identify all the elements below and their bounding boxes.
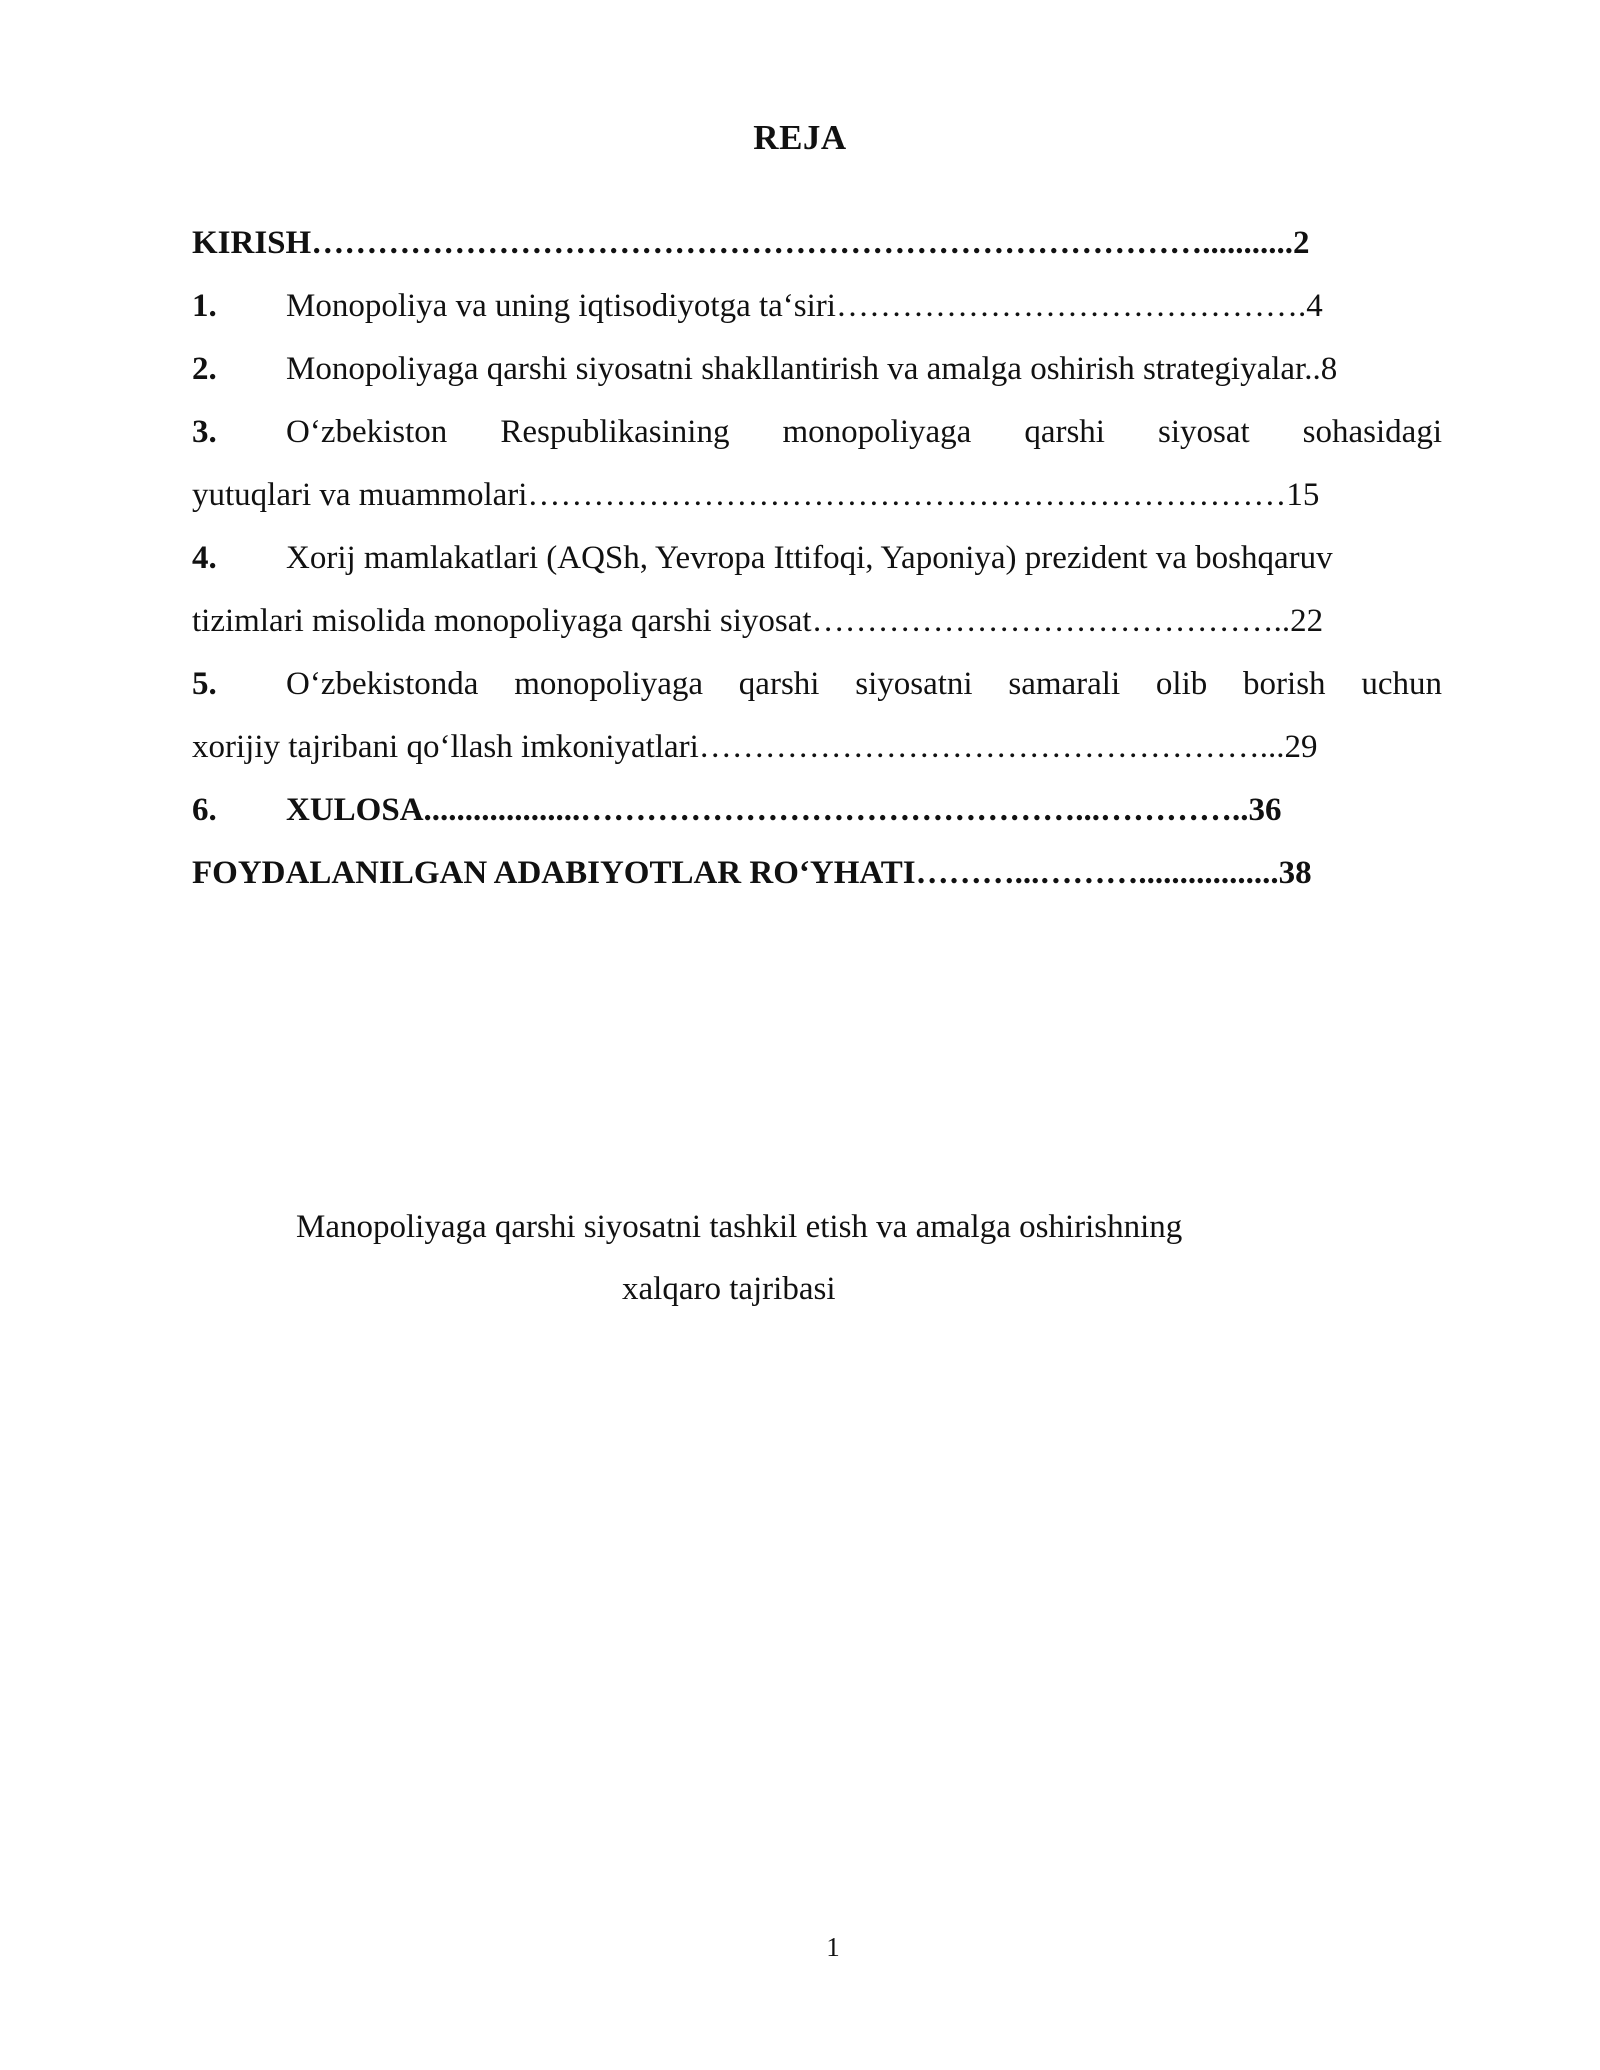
toc-entry-references: FOYDALANILGAN ADABIYOTLAR RO‘YHATI………...……….................38 <box>192 855 1312 891</box>
toc-entry-5-line-1 <box>192 653 1442 716</box>
toc-entry-number: 1. <box>192 288 217 324</box>
toc-entry-text: Monopoliyaga qarshi siyosatni shakllantirish va amalga oshirish strategiyalar..8 <box>286 351 1338 387</box>
subtitle-line-1: Manopoliyaga qarshi siyosatni tashkil etish va amalga oshirishning <box>296 1209 1183 1245</box>
toc-entry-number: 2. <box>192 351 217 387</box>
toc-entry-text: O‘zbekiston Respublikasining monopoliyaga qarshi siyosat sohasidagi <box>286 414 1442 450</box>
toc-entry-3-line-1 <box>192 401 1442 464</box>
table-of-contents <box>192 212 1442 905</box>
toc-entry-1 <box>192 275 1442 338</box>
toc-entry-4-line-1 <box>192 527 1442 590</box>
toc-entry-text: Monopoliya va uning iqtisodiyotga ta‘siri…………………………………….4 <box>286 288 1323 324</box>
toc-entry-4-line-2: tizimlari misolida monopoliyaga qarshi siyosat……………………………………..22 <box>192 603 1324 639</box>
page-title: REJA <box>753 118 847 157</box>
toc-entry-text: O‘zbekistonda monopoliyaga qarshi siyosatni samarali olib borish uchun <box>286 666 1442 702</box>
toc-entry-2 <box>192 338 1442 401</box>
toc-entry-number: 5. <box>192 666 217 702</box>
toc-entry-text: XULOSA...................………………………………………...…………..36 <box>286 792 1282 828</box>
toc-entry-6 <box>192 779 1442 842</box>
page-number: 1 <box>826 1932 840 1962</box>
toc-entry-number: 4. <box>192 540 217 576</box>
toc-entry-number: 3. <box>192 414 217 450</box>
toc-entry-intro: KIRISH………………………………………………………………………...........2 <box>192 225 1310 261</box>
subtitle-line-2: xalqaro tajribasi <box>622 1271 836 1307</box>
toc-entry-5-line-2: xorijiy tajribani qo‘llash imkoniyatlari……………………………………………...29 <box>192 729 1318 765</box>
toc-entry-3-line-2: yutuqlari va muammolari……………………………………………………………15 <box>192 477 1320 513</box>
toc-entry-number: 6. <box>192 792 217 828</box>
toc-entry-text: Xorij mamlakatlari (AQSh, Yevropa Ittifoqi, Yaponiya) prezident va boshqaruv <box>286 540 1333 576</box>
